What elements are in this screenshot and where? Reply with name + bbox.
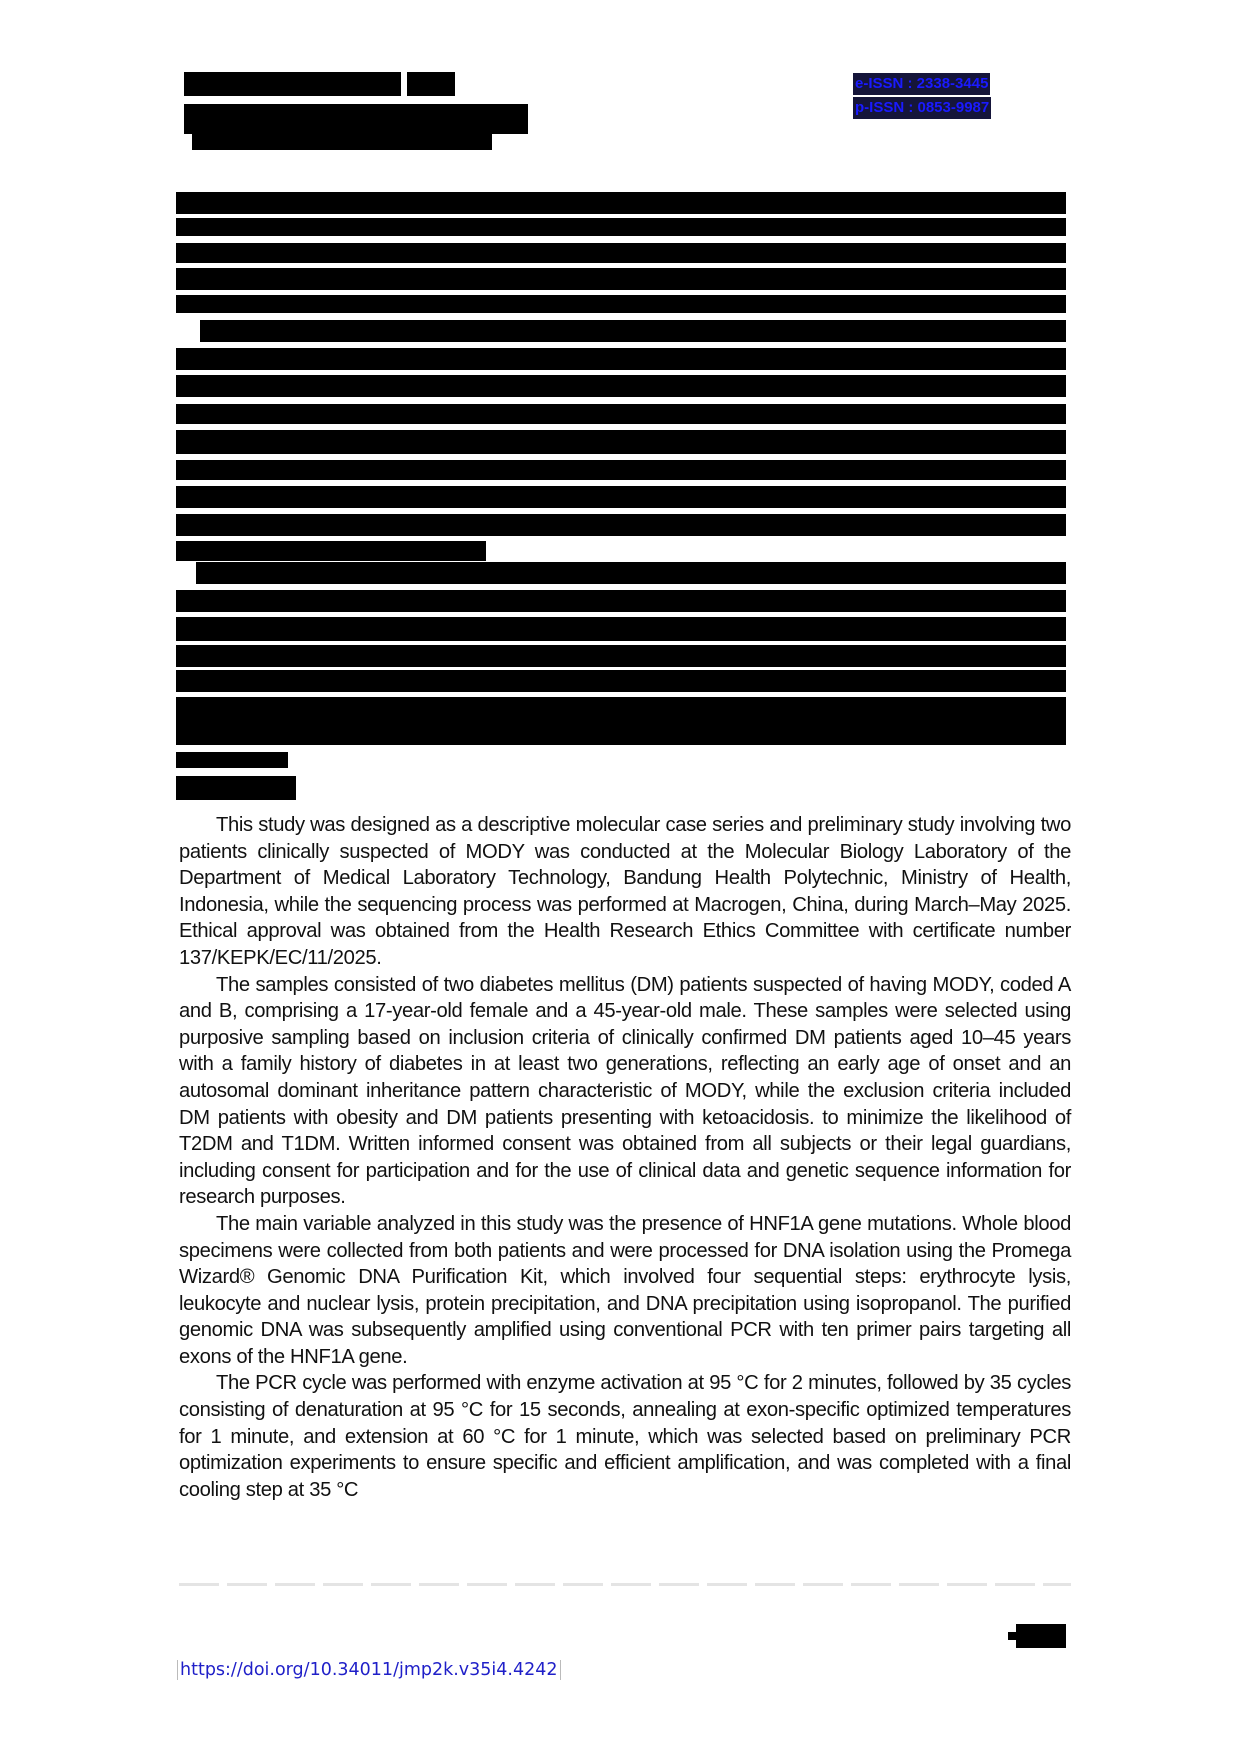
e-issn: e-ISSN : 2338-3445 (853, 73, 990, 95)
paragraph-samples: The samples consisted of two diabetes mellitus (DM) patients suspected of having MODY, coded A and B, comprising a 17-year-old female and a 45-year-old male. These samples were selected using purposive sampling based on inclusion criteria of clinically confirmed DM patients aged 10–45 years with a family history of diabetes in at least two generations, reflecting an early age of onset and an autosomal dominant inheritance pattern characteristic of MODY, while the exclusion criteria included DM patients with obesity and DM patients presenting with ketoacidosis. to minimize the likelihood of T2DM and T1DM. Written informed consent was obtained from all subjects or their legal guardians, including consent for participation and for the use of clinical data and genetic sequence information for research purposes. (179, 973, 1071, 1209)
paragraph-study-design: This study was designed as a descriptive molecular case series and preliminary study involving two patients clinically suspected of MODY was conducted at the Molecular Biology Laboratory of the Department of Medical Laboratory Technology, Bandung Health Polytechnic, Ministry of Health, Indonesia, while the sequencing process was performed at Macrogen, China, during March–May 2025. Ethical approval was obtained from the Health Research Ethics Committee with certificate number 137/KEPK/EC/11/2025. (179, 814, 1071, 969)
doi-link[interactable]: https://doi.org/10.34011/jmp2k.v35i4.4242 (177, 1660, 561, 1680)
p-issn: p-ISSN : 0853-9987 (853, 97, 991, 119)
paragraph-main-variable: The main variable analyzed in this study was the presence of HNF1A gene mutations. Whole blood specimens were collected from both patients and were processed for DNA isolation using the Promega Wizard® Genomic DNA Purification Kit, which involved four sequential steps: erythrocyte lysis, leukocyte and nuclear lysis, protein precipitation, and DNA precipitation using isopropanol. The purified genomic DNA was subsequently amplified using conventional PCR with ten primer pairs targeting all exons of the HNF1A gene. (179, 1212, 1071, 1368)
page-cut-divider (179, 1583, 1071, 1586)
paragraph-pcr-cycle: The PCR cycle was performed with enzyme activation at 95 °C for 2 minutes, followed by 35 cycles consisting of denaturation at 95 °C for 15 seconds, annealing at exon-specific optimized temperatures for 1 minute, and extension at 60 °C for 1 minute, which was selected based on preliminary PCR optimization experiments to ensure specific and efficient amplification, and was completed with a final cooling step at 35 °C (179, 1372, 1071, 1501)
body-text (179, 812, 1071, 1503)
